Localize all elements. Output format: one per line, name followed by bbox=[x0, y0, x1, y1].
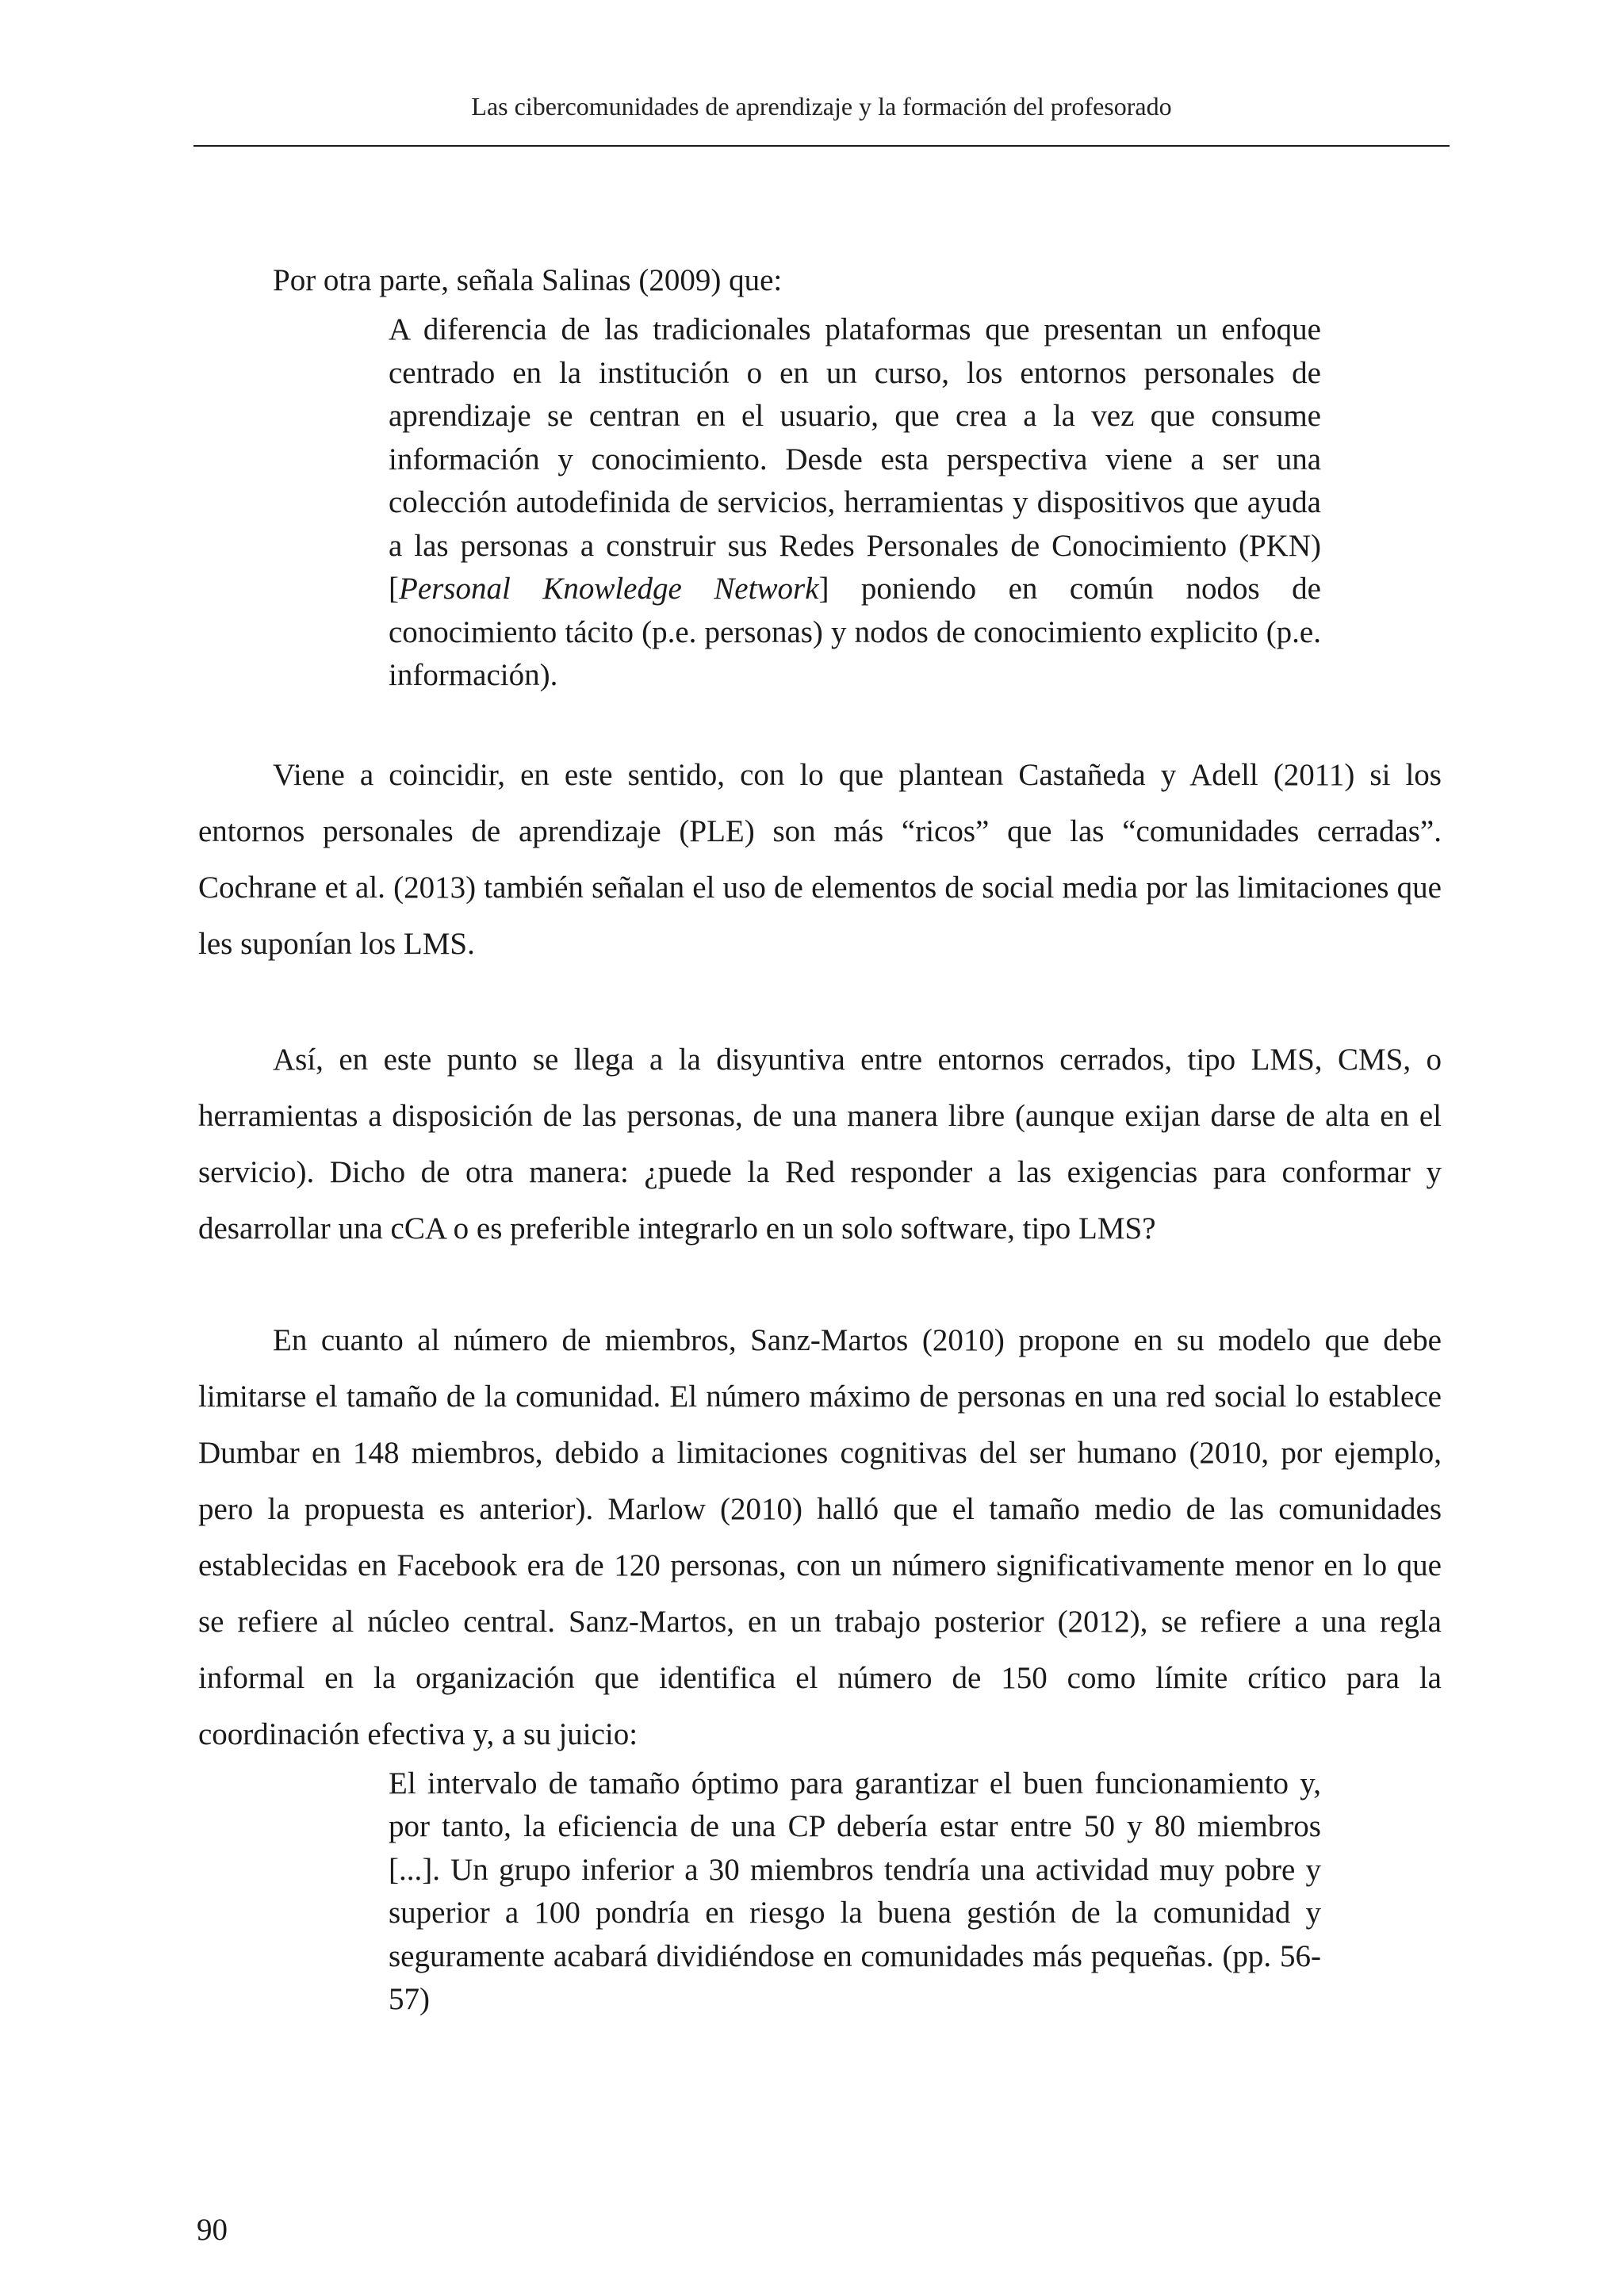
page-body bbox=[198, 252, 1442, 2022]
spacer bbox=[198, 698, 1442, 747]
intro-paragraph: Por otra parte, señala Salinas (2009) que: bbox=[273, 263, 783, 297]
block-quote-sanz-martos: El intervalo de tamaño óptimo para garantizar el buen funcionamiento y, por tanto, la eficiencia de una CP debería estar entre 50 y 80 miembros [...]. Un grupo inferior a 30 miembros tendría una actividad muy pobre y superior a 100 pondría en riesgo la buena gestión de la comunidad y seguramente acabará dividiéndose en comunidades más pequeñas. (pp. 56-57) bbox=[389, 1766, 1321, 2016]
quote1-text-start: A diferencia de las tradicionales plataformas que presentan un enfoque centrado en la institución o en un curso, los entornos personales de aprendizaje se centran en el usuario, que crea a la vez que consume información y conocimiento. Desde esta perspectiva viene a ser una colección autodefinida de servicios, herramientas y dispositivos que ayuda a las personas a construir sus Redes Personales de Conocimiento (PKN) [ bbox=[389, 312, 1321, 606]
paragraph-members: En cuanto al número de miembros, Sanz-Martos (2010) propone en su modelo que debe limitarse el tamaño de la comunidad. El número máximo de personas en una red social lo establece Dumbar en 148 miembros, debido a limitaciones cognitivas del ser humano (2010, por ejemplo, pero la propuesta es anterior). Marlow (2010) halló que el tamaño medio de las comunidades establecidas en Facebook era de 120 personas, con un número significativamente menor en lo que se refiere al núcleo central. Sanz-Martos, en un trabajo posterior (2012), se refiere a una regla informal en la organización que identifica el número de 150 como límite crítico para la coordinación efectiva y, a su juicio: bbox=[198, 1322, 1442, 1751]
paragraph-lms: Así, en este punto se llega a la disyuntiva entre entornos cerrados, tipo LMS, CMS, o herramientas a disposición de las personas, de una manera libre (aunque exijan darse de alta en el servicio). Dicho de otra manera: ¿puede la Red responder a las exigencias para conformar y desarrollar una cCA o es preferible integrarlo en un solo software, tipo LMS? bbox=[198, 1042, 1442, 1246]
spacer bbox=[198, 972, 1442, 1031]
header-rule bbox=[193, 145, 1450, 147]
quote1-text-end: ] poniendo en común nodos de conocimiento tácito (p.e. personas) y nodos de conocimiento explicito (p.e. información). bbox=[389, 572, 1321, 692]
page-number: 90 bbox=[197, 2213, 228, 2247]
spacer bbox=[198, 1257, 1442, 1312]
paragraph-ple: Viene a coincidir, en este sentido, con lo que plantean Castañeda y Adell (2011) si los entornos personales de aprendizaje (PLE) son más “ricos” que las “comunidades cerradas”. Cochrane et al. (2013) también señalan el uso de elementos de social media por las limitaciones que les suponían los LMS. bbox=[198, 757, 1442, 961]
block-quote-salinas bbox=[389, 308, 1321, 698]
quote1-italic-term: Personal Knowledge Network bbox=[399, 572, 819, 606]
running-header: Las cibercomunidades de aprendizaje y la formación del profesorado bbox=[471, 92, 1172, 121]
